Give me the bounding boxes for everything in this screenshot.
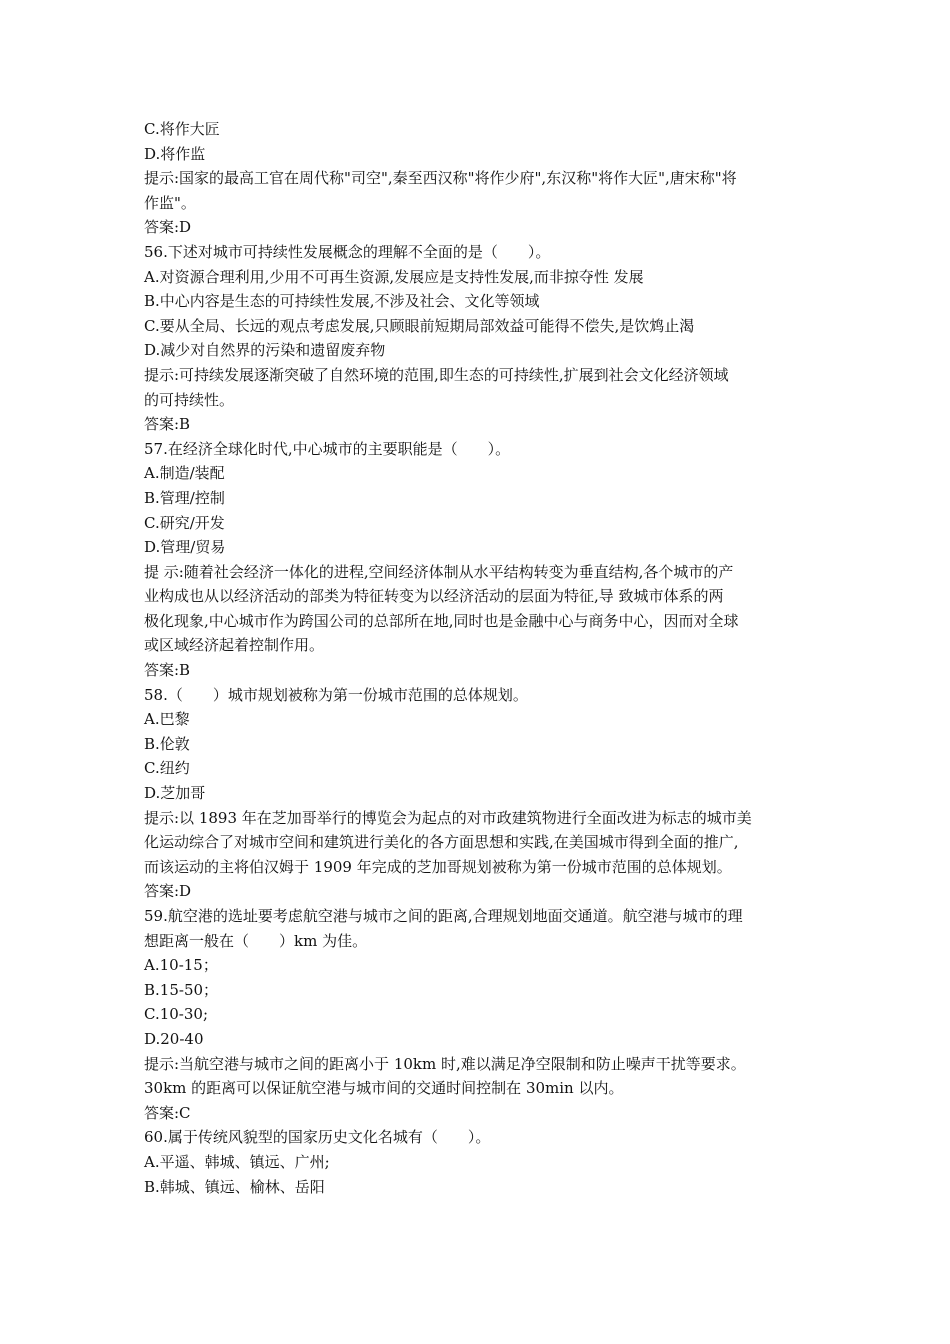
answer-text: 答案:C bbox=[144, 1103, 191, 1122]
option-c-text: C.纽约 bbox=[144, 759, 190, 778]
hint-text: 提示:国家的最高工官在周代称"司空",秦至西汉称"将作少府",东汉称"将作大匠",唐宋称"将 bbox=[144, 169, 737, 188]
option-a-text: A.对资源合理利用,少用不可再生资源,发展应是支持性发展,而非掠夺性 发展 bbox=[144, 267, 644, 286]
option-a-text: A.巴黎 bbox=[144, 710, 190, 729]
hint-text: 提示:当航空港与城市之间的距离小于 10km 时,难以满足净空限制和防止噪声干扰等要求。 bbox=[144, 1054, 746, 1073]
option-c-text: C.研究/开发 bbox=[144, 513, 225, 532]
option-d-text: D.20-40 bbox=[144, 1029, 204, 1048]
hint-text: 极化现象,中心城市作为跨国公司的总部所在地,同时也是金融中心与商务中心，因而对全球 bbox=[144, 611, 739, 630]
option-a-text: A.10-15； bbox=[144, 956, 218, 975]
answer-text: 答案:D bbox=[144, 882, 192, 901]
hint-text: 30km 的距离可以保证航空港与城市间的交通时间控制在 30min 以内。 bbox=[144, 1079, 624, 1098]
option-c-text: C.要从全局、长远的观点考虑发展,只顾眼前短期局部效益可能得不偿失,是饮鸩止渴 bbox=[144, 316, 695, 335]
question-56-stem: 56.下述对城市可持续性发展概念的理解不全面的是（ ）。 bbox=[144, 242, 551, 261]
option-b-text: B.伦敦 bbox=[144, 734, 190, 753]
hint-text: 而该运动的主将伯汉姆于 1909 年完成的芝加哥规划被称为第一份城市范围的总体规划。 bbox=[144, 857, 732, 876]
question-59-stem: 59.航空港的选址要考虑航空港与城市之间的距离,合理规划地面交通道。航空港与城市的理 bbox=[144, 907, 743, 925]
option-d-text: D.将作监 bbox=[144, 144, 206, 163]
hint-text: 的可持续性。 bbox=[144, 390, 235, 409]
option-c-text: C.将作大匠 bbox=[144, 120, 220, 138]
option-b-text: B.管理/控制 bbox=[144, 488, 225, 507]
hint-text: 业构成也从以经济活动的部类为特征转变为以经济活动的层面为特征,导 致城市体系的两 bbox=[144, 587, 724, 606]
document-body bbox=[144, 117, 814, 1199]
question-57-stem: 57.在经济全球化时代,中心城市的主要职能是（ ）。 bbox=[144, 439, 511, 458]
hint-text: 提示:以 1893 年在芝加哥举行的博览会为起点的对市政建筑物进行全面改进为标志的城市美 bbox=[144, 808, 752, 827]
option-b-text: B.中心内容是生态的可持续性发展,不涉及社会、文化等领域 bbox=[144, 292, 540, 311]
answer-text: 答案:D bbox=[144, 218, 192, 237]
hint-text: 作监"。 bbox=[144, 193, 196, 212]
hint-text: 化运动综合了对城市空间和建筑进行美化的各方面思想和实践,在美国城市得到全面的推广, bbox=[144, 833, 739, 852]
question-58-stem: 58.（ ）城市规划被称为第一份城市范围的总体规划。 bbox=[144, 685, 528, 704]
hint-text: 提 示:随着社会经济一体化的进程,空间经济体制从水平结构转变为垂直结构,各个城市的产 bbox=[144, 562, 734, 581]
question-60-stem: 60.属于传统风貌型的国家历史文化名城有（ ）。 bbox=[144, 1128, 491, 1147]
hint-text: 提示:可持续发展逐渐突破了自然环境的范围,即生态的可持续性,扩展到社会文化经济领域 bbox=[144, 365, 729, 384]
answer-text: 答案:B bbox=[144, 661, 191, 680]
option-b-text: B.15-50； bbox=[144, 980, 219, 999]
option-d-text: D.管理/贸易 bbox=[144, 538, 226, 557]
option-d-text: D.芝加哥 bbox=[144, 784, 206, 803]
option-c-text: C.10-30; bbox=[144, 1005, 209, 1024]
option-b-text: B.韩城、镇远、榆林、岳阳 bbox=[144, 1177, 325, 1196]
option-a-text: A.制造/装配 bbox=[144, 464, 225, 483]
option-a-text: A.平遥、韩城、镇远、广州; bbox=[144, 1152, 330, 1171]
answer-text: 答案:B bbox=[144, 415, 191, 434]
hint-text: 或区域经济起着控制作用。 bbox=[144, 636, 325, 655]
question-59-stem: 想距离一般在（ ）km 为佳。 bbox=[144, 931, 368, 950]
option-d-text: D.减少对自然界的污染和遗留废弃物 bbox=[144, 341, 386, 360]
